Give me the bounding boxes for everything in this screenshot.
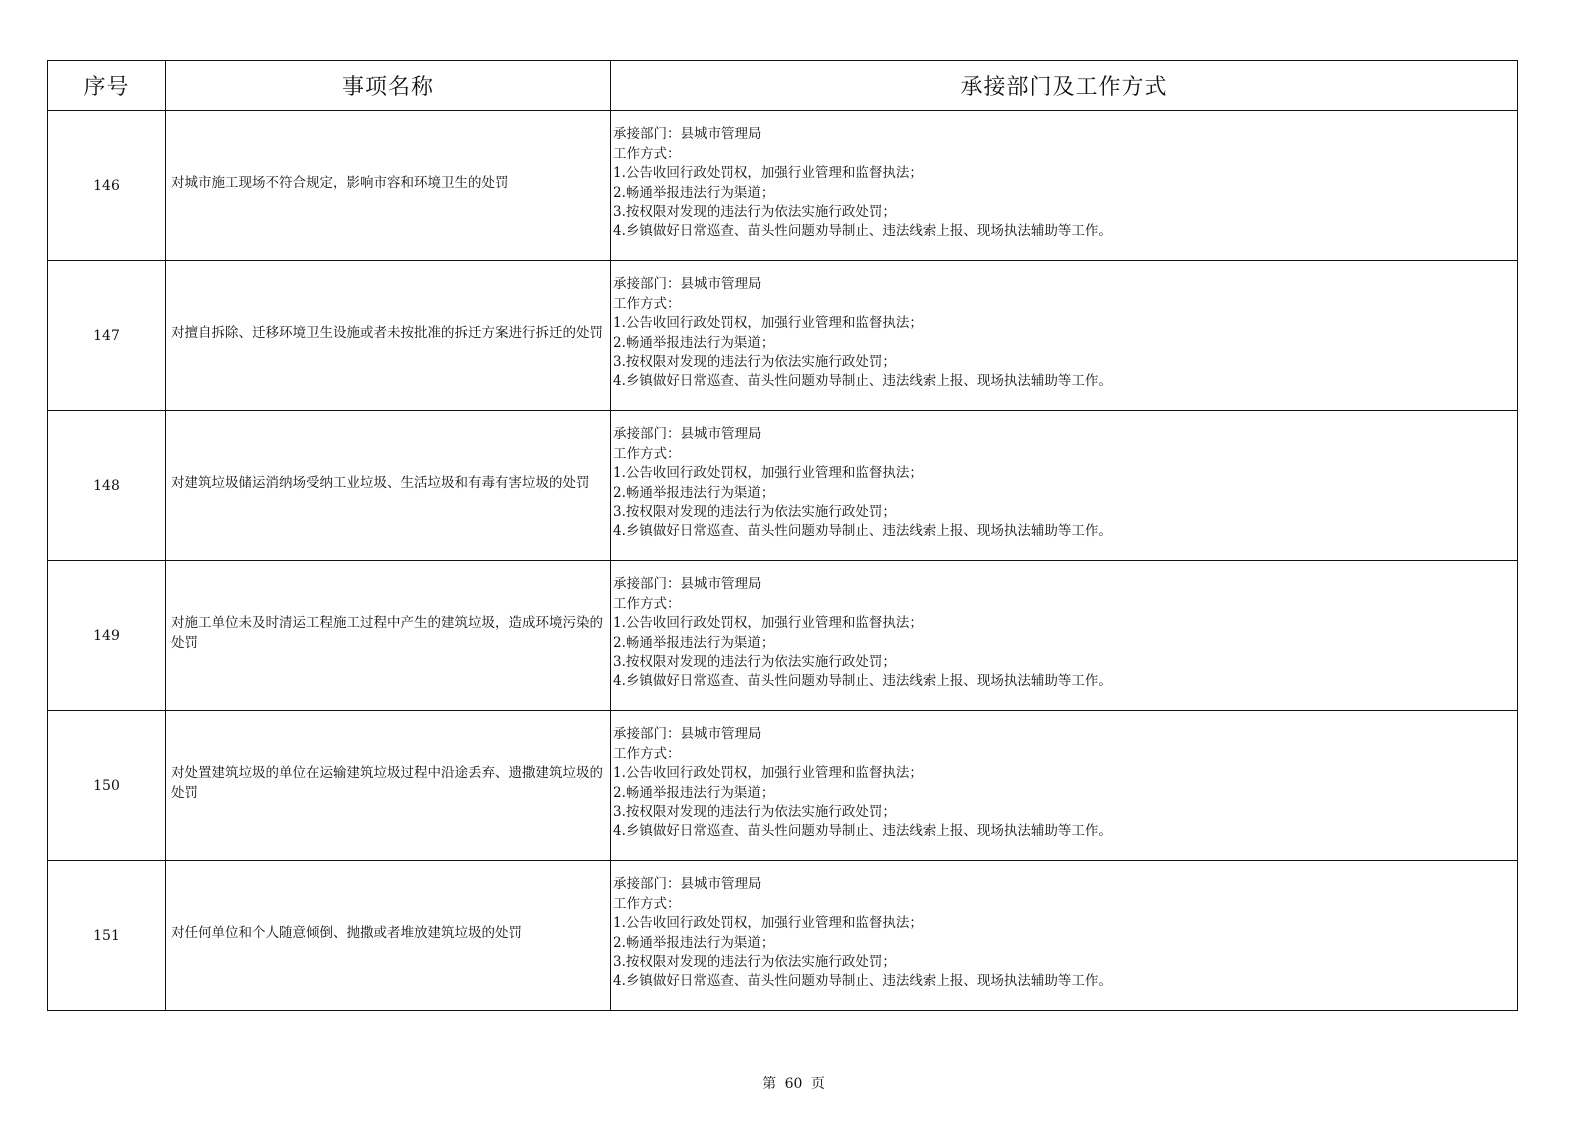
table-body bbox=[48, 111, 1518, 1011]
method-item-1: 1.公告收回行政处罚权，加强行业管理和监督执法； bbox=[613, 165, 923, 182]
dept-line: 承接部门：县城市管理局 bbox=[613, 726, 762, 743]
method-label: 工作方式： bbox=[613, 745, 681, 762]
method-item-3: 3.按权限对发现的违法行为依法实施行政处罚； bbox=[613, 203, 896, 220]
method-item-2: 2.畅通举报违法行为渠道； bbox=[613, 334, 775, 351]
method-item-2: 2.畅通举报违法行为渠道； bbox=[613, 634, 775, 651]
method-label: 工作方式： bbox=[613, 895, 681, 912]
header-number: 序号 bbox=[48, 61, 166, 111]
row-number: 151 bbox=[48, 861, 166, 1011]
table-header bbox=[48, 61, 1518, 111]
table-row bbox=[48, 411, 1518, 561]
row-number: 148 bbox=[48, 411, 166, 561]
dept-line: 承接部门：县城市管理局 bbox=[613, 426, 762, 443]
row-number: 147 bbox=[48, 261, 166, 411]
matter-name: 对处置建筑垃圾的单位在运输建筑垃圾过程中沿途丢弃、遗撒建筑垃圾的处罚 bbox=[166, 711, 611, 861]
method-item-3: 3.按权限对发现的违法行为依法实施行政处罚； bbox=[613, 353, 896, 370]
method-label: 工作方式： bbox=[613, 445, 681, 462]
dept-and-method bbox=[611, 111, 1518, 261]
method-label: 工作方式： bbox=[613, 295, 681, 312]
method-item-4: 4.乡镇做好日常巡查、苗头性问题劝导制止、违法线索上报、现场执法辅助等工作。 bbox=[613, 973, 1112, 990]
method-item-1: 1.公告收回行政处罚权，加强行业管理和监督执法； bbox=[613, 915, 923, 932]
table-row bbox=[48, 111, 1518, 261]
method-item-4: 4.乡镇做好日常巡查、苗头性问题劝导制止、违法线索上报、现场执法辅助等工作。 bbox=[613, 223, 1112, 240]
table-row bbox=[48, 711, 1518, 861]
matter-name: 对建筑垃圾储运消纳场受纳工业垃圾、生活垃圾和有毒有害垃圾的处罚 bbox=[166, 411, 611, 561]
method-item-2: 2.畅通举报违法行为渠道； bbox=[613, 784, 775, 801]
method-item-3: 3.按权限对发现的违法行为依法实施行政处罚； bbox=[613, 803, 896, 820]
method-item-1: 1.公告收回行政处罚权，加强行业管理和监督执法； bbox=[613, 615, 923, 632]
dept-line: 承接部门：县城市管理局 bbox=[613, 126, 762, 143]
method-item-2: 2.畅通举报违法行为渠道； bbox=[613, 184, 775, 201]
row-number: 146 bbox=[48, 111, 166, 261]
header-row bbox=[48, 61, 1518, 111]
dept-line: 承接部门：县城市管理局 bbox=[613, 276, 762, 293]
dept-and-method bbox=[611, 411, 1518, 561]
method-item-1: 1.公告收回行政处罚权，加强行业管理和监督执法； bbox=[613, 465, 923, 482]
matter-name: 对任何单位和个人随意倾倒、抛撒或者堆放建筑垃圾的处罚 bbox=[166, 861, 611, 1011]
method-item-4: 4.乡镇做好日常巡查、苗头性问题劝导制止、违法线索上报、现场执法辅助等工作。 bbox=[613, 373, 1112, 390]
method-item-2: 2.畅通举报违法行为渠道； bbox=[613, 484, 775, 501]
matters-table bbox=[47, 60, 1518, 1011]
method-label: 工作方式： bbox=[613, 145, 681, 162]
dept-and-method bbox=[611, 711, 1518, 861]
method-item-3: 3.按权限对发现的违法行为依法实施行政处罚； bbox=[613, 503, 896, 520]
table-row bbox=[48, 561, 1518, 711]
dept-and-method bbox=[611, 861, 1518, 1011]
method-item-3: 3.按权限对发现的违法行为依法实施行政处罚； bbox=[613, 953, 896, 970]
method-item-4: 4.乡镇做好日常巡查、苗头性问题劝导制止、违法线索上报、现场执法辅助等工作。 bbox=[613, 523, 1112, 540]
method-label: 工作方式： bbox=[613, 595, 681, 612]
matter-name: 对擅自拆除、迁移环境卫生设施或者未按批准的拆迁方案进行拆迁的处罚 bbox=[166, 261, 611, 411]
method-item-2: 2.畅通举报违法行为渠道； bbox=[613, 934, 775, 951]
dept-line: 承接部门：县城市管理局 bbox=[613, 576, 762, 593]
header-dept: 承接部门及工作方式 bbox=[611, 61, 1518, 111]
method-item-1: 1.公告收回行政处罚权，加强行业管理和监督执法； bbox=[613, 315, 923, 332]
table-row bbox=[48, 861, 1518, 1011]
matter-name: 对城市施工现场不符合规定，影响市容和环境卫生的处罚 bbox=[166, 111, 611, 261]
header-name: 事项名称 bbox=[166, 61, 611, 111]
method-item-4: 4.乡镇做好日常巡查、苗头性问题劝导制止、违法线索上报、现场执法辅助等工作。 bbox=[613, 823, 1112, 840]
matter-name: 对施工单位未及时清运工程施工过程中产生的建筑垃圾，造成环境污染的处罚 bbox=[166, 561, 611, 711]
row-number: 149 bbox=[48, 561, 166, 711]
table-row bbox=[48, 261, 1518, 411]
dept-and-method bbox=[611, 261, 1518, 411]
page-number: 第 60 页 bbox=[762, 1076, 825, 1092]
method-item-1: 1.公告收回行政处罚权，加强行业管理和监督执法； bbox=[613, 765, 923, 782]
row-number: 150 bbox=[48, 711, 166, 861]
dept-and-method bbox=[611, 561, 1518, 711]
method-item-4: 4.乡镇做好日常巡查、苗头性问题劝导制止、违法线索上报、现场执法辅助等工作。 bbox=[613, 673, 1112, 690]
method-item-3: 3.按权限对发现的违法行为依法实施行政处罚； bbox=[613, 653, 896, 670]
dept-line: 承接部门：县城市管理局 bbox=[613, 876, 762, 893]
